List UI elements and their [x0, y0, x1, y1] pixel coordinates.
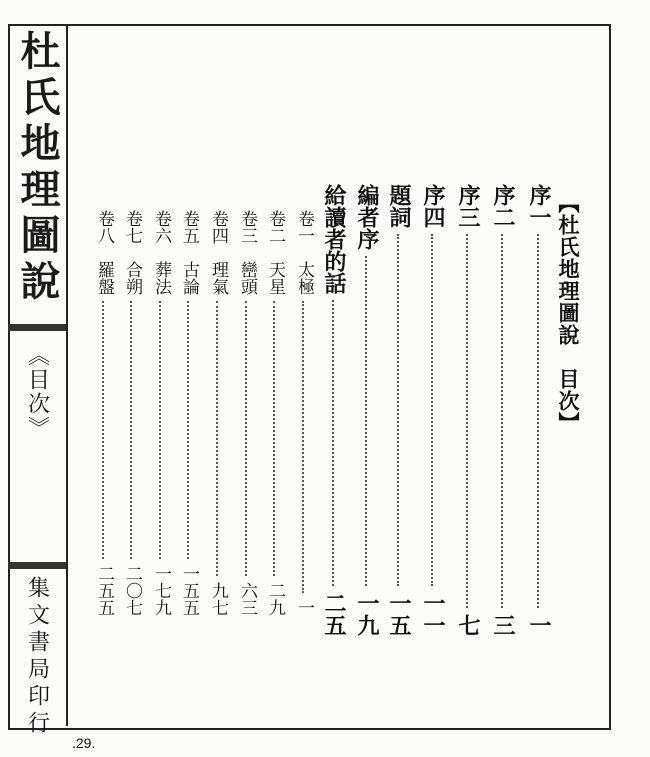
toc-entry-title: 序三	[455, 184, 481, 228]
toc-entry[interactable]	[323, 184, 345, 636]
toc-entry[interactable]	[356, 184, 378, 636]
leader-dots	[216, 301, 220, 576]
toc-entry-title: 卷八 羅盤	[94, 210, 114, 295]
page-number: .29.	[72, 735, 96, 751]
toc-header: 【杜氏地理圖說 目次】	[556, 192, 581, 434]
toc-entry-title: 卷五 古論	[179, 210, 199, 295]
toc-entry-page: 二九	[265, 582, 285, 616]
toc-entry[interactable]	[150, 210, 172, 616]
toc-entry-title: 卷六 葬法	[151, 210, 171, 295]
leader-dots	[431, 234, 435, 586]
toc-entry-page: 七	[455, 614, 481, 636]
leader-dots	[130, 301, 134, 559]
leader-dots	[466, 234, 470, 608]
toc-entry[interactable]	[121, 210, 143, 616]
leader-dots	[159, 301, 163, 559]
toc-entry-page: 二〇七	[122, 565, 142, 616]
publisher: 集文書局印行	[24, 576, 50, 738]
toc-entry-page: 一五	[386, 592, 412, 636]
divider	[8, 562, 66, 569]
book-page	[8, 24, 611, 738]
toc-entry-title: 題詞	[386, 184, 412, 228]
leader-dots	[102, 301, 106, 559]
toc-entry[interactable]	[492, 184, 514, 636]
toc-entry[interactable]	[388, 184, 410, 636]
toc-entry[interactable]	[178, 210, 200, 616]
toc-entry-page: 一五五	[179, 565, 199, 616]
toc-entry[interactable]	[236, 210, 258, 616]
leader-dots	[397, 234, 401, 586]
leader-dots	[245, 301, 249, 576]
toc-entry-page: 六三	[237, 582, 257, 616]
leader-dots	[302, 301, 306, 593]
toc-entry-title: 序二	[490, 184, 516, 228]
toc-entry-title: 序四	[420, 184, 446, 228]
toc-entry-page: 一九	[354, 592, 380, 636]
leader-dots	[501, 234, 505, 608]
toc-entry-title: 編者序	[354, 184, 380, 250]
toc-entry-page: 二五	[321, 592, 347, 636]
toc-entry-page: 一七九	[151, 565, 171, 616]
leader-dots	[537, 234, 541, 608]
toc-entry[interactable]	[457, 184, 479, 636]
toc-entry-title: 序一	[526, 184, 552, 228]
leader-dots	[273, 301, 277, 576]
toc-entry-page: 二五五	[94, 565, 114, 616]
toc-entry[interactable]	[93, 210, 115, 616]
toc-entry-page: 一一	[420, 592, 446, 636]
toc-entry[interactable]	[528, 184, 550, 636]
side-column	[8, 24, 68, 738]
toc-entry-title: 卷七 合朔	[122, 210, 142, 295]
leader-dots	[187, 301, 191, 559]
toc-entry-title: 卷一 太極	[294, 210, 314, 295]
section-label: 《目次》	[24, 344, 50, 440]
toc-entry[interactable]	[207, 210, 229, 616]
divider	[8, 324, 66, 331]
toc-entry-page: 三	[490, 614, 516, 636]
toc-entry-title: 卷二 天星	[265, 210, 285, 295]
toc-entry-page: 九七	[208, 582, 228, 616]
book-title: 杜氏地理圖說	[14, 30, 61, 306]
toc-entry-title: 卷四 理氣	[208, 210, 228, 295]
leader-dots	[365, 256, 369, 586]
toc-entry-title: 卷三 巒頭	[237, 210, 257, 295]
toc-entry-page: 一	[294, 599, 314, 616]
toc-entry[interactable]	[264, 210, 286, 616]
toc-entry-title: 給讀者的話	[321, 184, 347, 294]
toc-entry[interactable]	[293, 210, 315, 616]
toc-entry[interactable]	[422, 184, 444, 636]
leader-dots	[332, 300, 336, 586]
toc-entry-page: 一	[526, 614, 552, 636]
